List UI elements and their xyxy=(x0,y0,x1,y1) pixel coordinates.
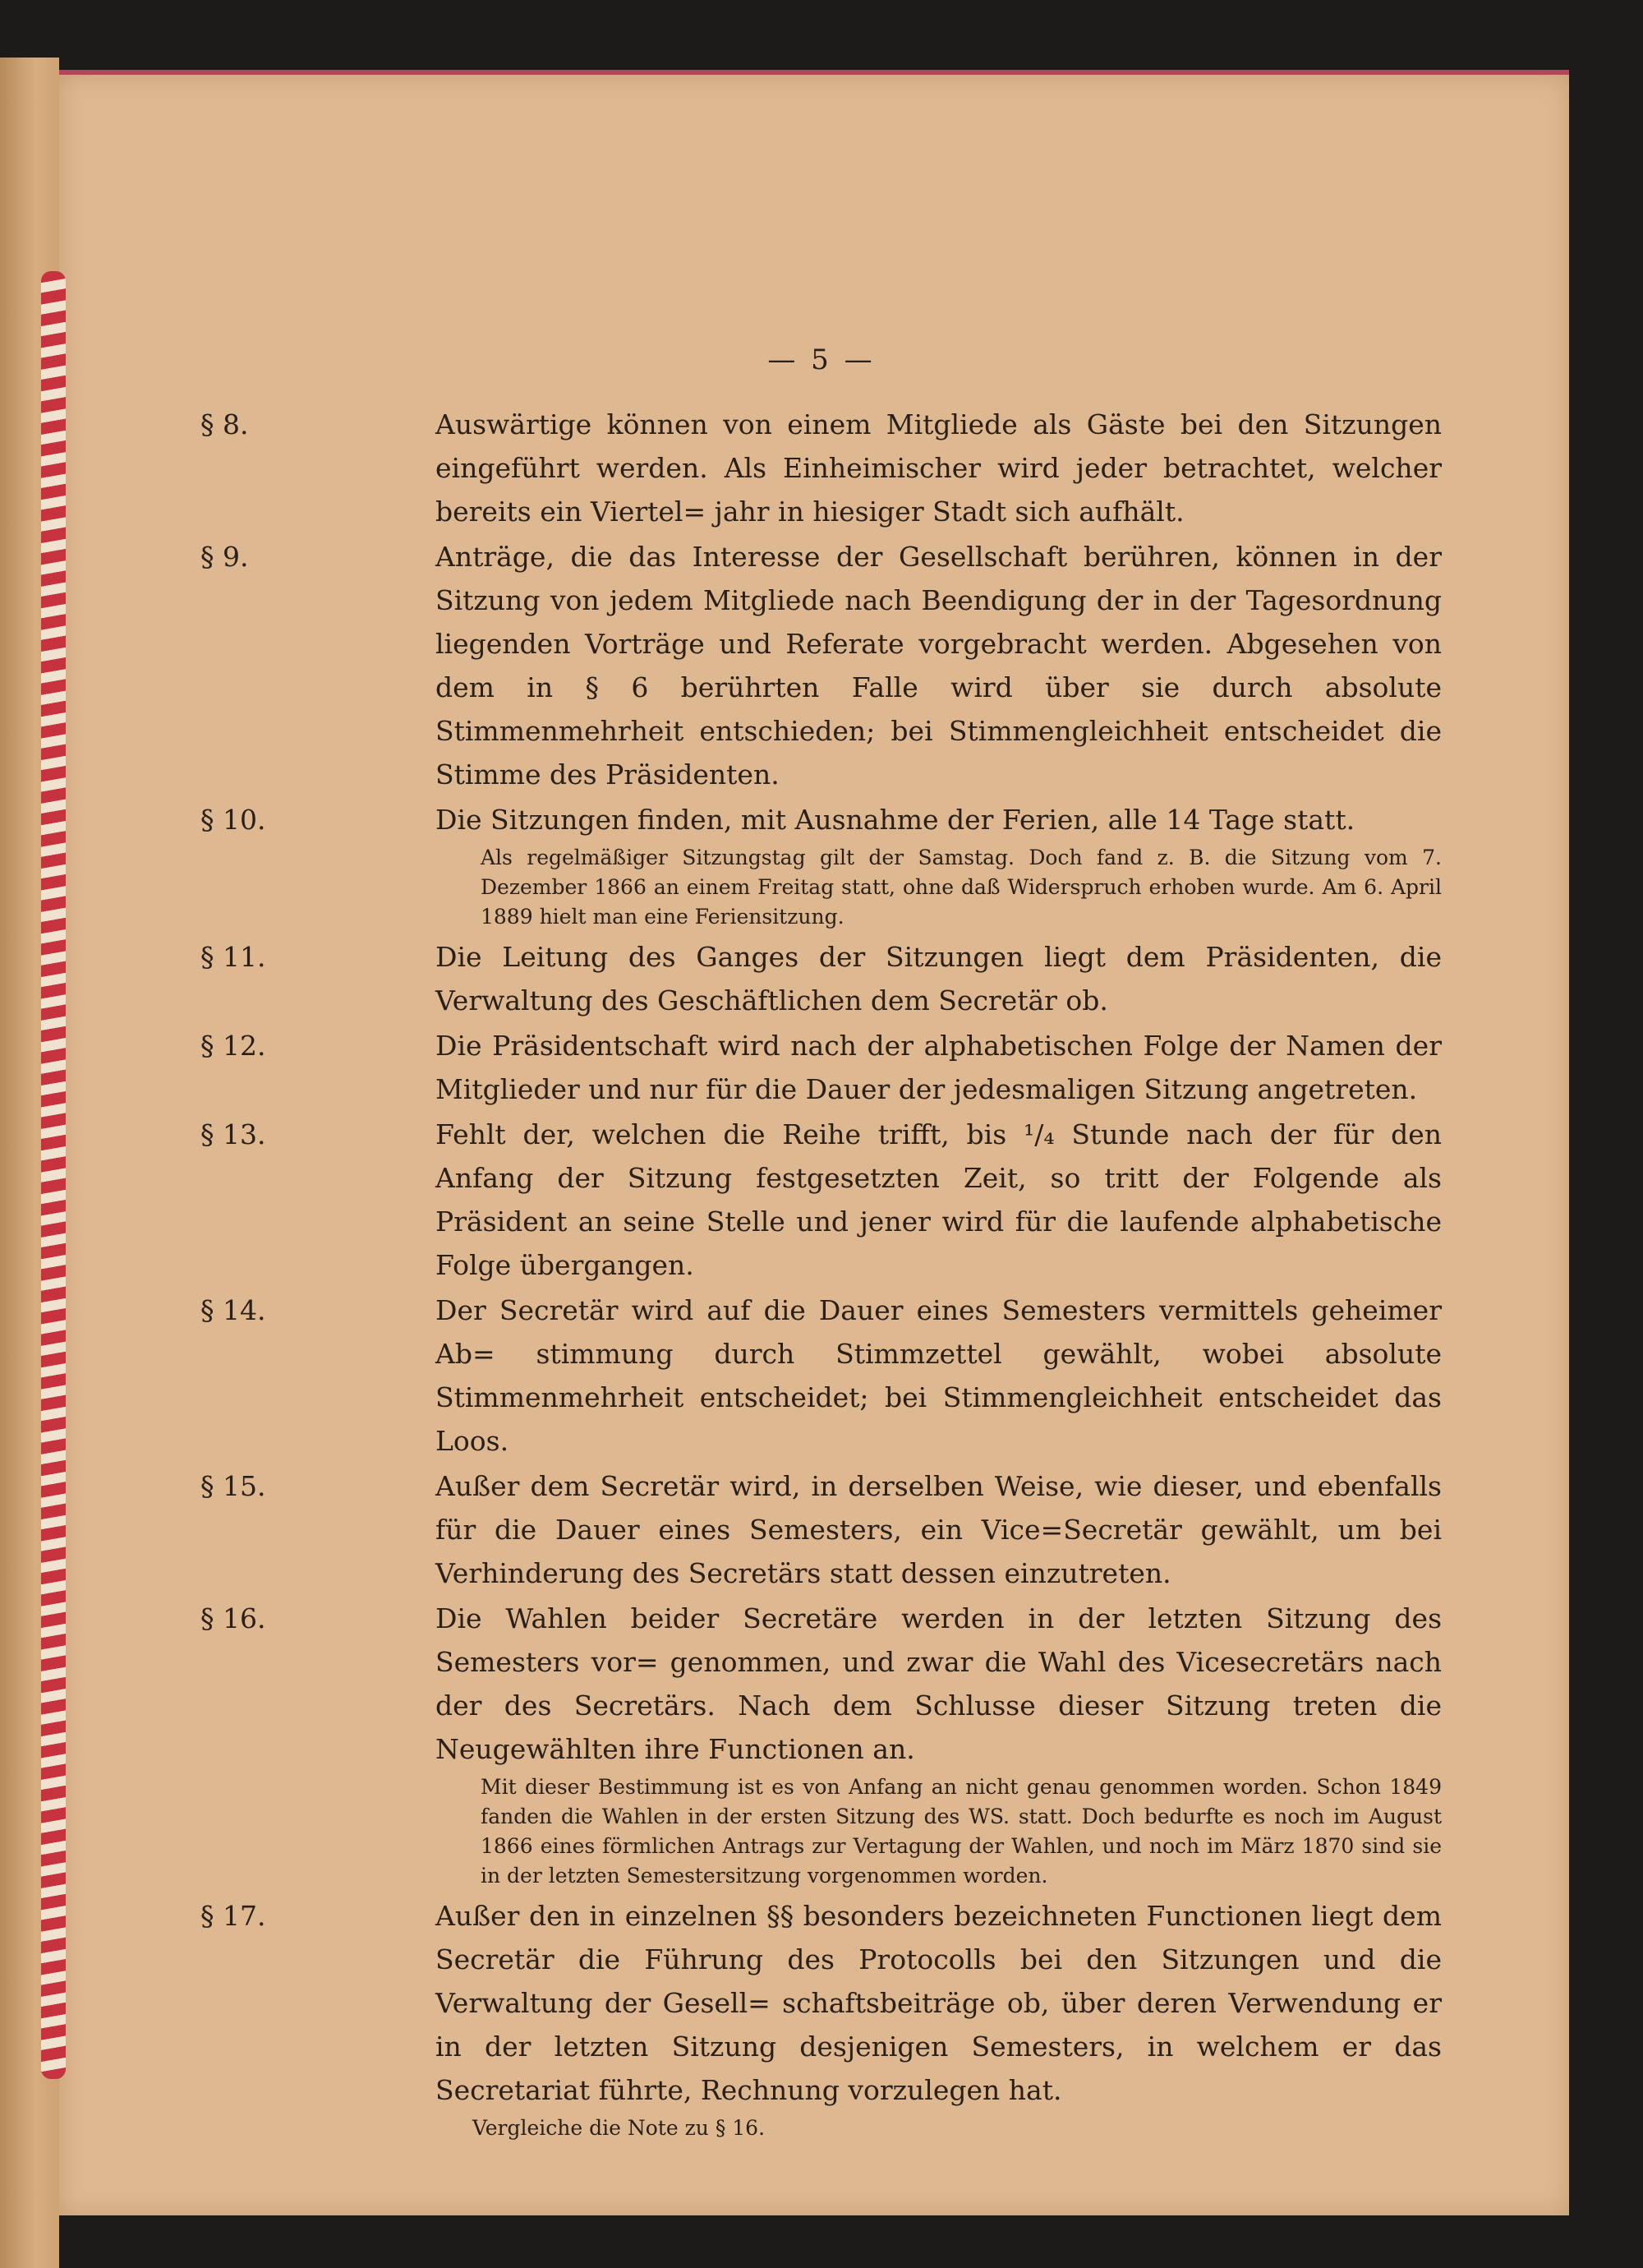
paragraph-17 xyxy=(200,1894,1442,2112)
paragraph-text: Außer den in einzelnen §§ besonders bezeichneten Functionen liegt dem Secretär die Führung des Protocolls bei den Sitzungen und die Verwaltung der Gesell= schaftsbeiträge ob, über deren Verwendung er in der letzten Sitzung desjenigen Semesters, in welchem er das Secretariat führte, Rechnung vorzulegen hat. xyxy=(435,1900,1442,2106)
paragraph-text: Der Secretär wird auf die Dauer eines Semesters vermittels geheimer Ab= stimmung durch Stimmzettel gewählt, wobei absolute Stimmenmehrheit entscheidet; bei Stimmengleichheit entscheidet das Loos. xyxy=(435,1294,1442,1457)
paragraph-number: § 12. xyxy=(200,1030,266,1062)
paragraph-number: § 13. xyxy=(200,1118,266,1150)
paragraph-9 xyxy=(200,535,1442,796)
paragraph-number: § 16. xyxy=(200,1602,266,1634)
paragraph-number: § 9. xyxy=(200,541,249,573)
binding-cord xyxy=(41,271,66,2079)
paragraph-15 xyxy=(200,1464,1442,1595)
paragraph-text: Die Wahlen beider Secretäre werden in der letzten Sitzung des Semesters vor= genommen, und zwar die Wahl des Vicesecretärs nach der des Secretärs. Nach dem Schlusse dieser Sitzung treten die Neugewählten ihre Functionen an. xyxy=(435,1602,1442,1765)
paragraph-10 xyxy=(200,798,1442,841)
paragraph-16 xyxy=(200,1597,1442,1771)
paragraph-13 xyxy=(200,1113,1442,1287)
paragraph-number: § 14. xyxy=(200,1294,266,1326)
paragraph-text: Die Sitzungen finden, mit Ausnahme der Ferien, alle 14 Tage statt. xyxy=(435,804,1355,836)
footnote-paragraph-17: Vergleiche die Note zu § 16. xyxy=(472,2116,766,2140)
paragraph-text: Die Leitung des Ganges der Sitzungen liegt dem Präsidenten, die Verwaltung des Geschäftlichen dem Secretär ob. xyxy=(435,941,1442,1016)
page-number: — 5 — xyxy=(767,343,876,376)
paragraph-number: § 15. xyxy=(200,1470,266,1502)
paragraph-number: § 10. xyxy=(200,804,266,836)
paragraph-text: Außer dem Secretär wird, in derselben Weise, wie dieser, und ebenfalls für die Dauer eines Semesters, ein Vice=Secretär gewählt, um bei Verhinderung des Secretärs statt dessen einzutreten. xyxy=(435,1470,1442,1589)
paragraph-11 xyxy=(200,935,1442,1022)
paragraph-number: § 17. xyxy=(200,1900,266,1932)
paragraph-14 xyxy=(200,1288,1442,1463)
paragraph-text: Auswärtige können von einem Mitgliede als Gäste bei den Sitzungen eingeführt werden. Als Einheimischer wird jeder betrachtet, welcher bereits ein Viertel= jahr in hiesiger Stadt sich aufhält. xyxy=(435,408,1442,528)
paragraph-number: § 8. xyxy=(200,408,249,440)
paragraph-12 xyxy=(200,1024,1442,1111)
statutes-text xyxy=(200,403,1442,2146)
paragraph-text: Fehlt der, welchen die Reihe trifft, bis ¹/₄ Stunde nach der für den Anfang der Sitzung festgesetzten Zeit, so tritt der Folgende als Präsident an seine Stelle und jener wird für die laufende alphabetische Folge übergangen. xyxy=(435,1118,1442,1281)
paragraph-text: Die Präsidentschaft wird nach der alphabetischen Folge der Namen der Mitglieder und nur für die Dauer der jedesmaligen Sitzung angetreten. xyxy=(435,1030,1442,1105)
footnote-paragraph-16: Mit dieser Bestimmung ist es von Anfang an nicht genau genommen worden. Schon 1849 fanden die Wahlen in der ersten Sitzung des WS. statt. Doch bedurfte es noch im August 1866 eines förmlichen Antrags zur Vertagung der Wahlen, und noch im März 1870 sind sie in der letzten Semestersitzung vorgenommen worden. xyxy=(481,1775,1442,1888)
paragraph-8 xyxy=(200,403,1442,533)
paragraph-number: § 11. xyxy=(200,941,266,973)
footnote-paragraph-10: Als regelmäßiger Sitzungstag gilt der Samstag. Doch fand z. B. die Sitzung vom 7. Dezember 1866 an einem Freitag statt, ohne daß Widerspruch erhoben wurde. Am 6. April 1889 hielt man eine Feriensitzung. xyxy=(481,846,1442,929)
paragraph-text: Anträge, die das Interesse der Gesellschaft berühren, können in der Sitzung von jedem Mitgliede nach Beendigung der in der Tagesordnung liegenden Vorträge und Referate vorgebracht werden. Abgesehen von dem in § 6 berührten Falle wird über sie durch absolute Stimmenmehrheit entschieden; bei Stimmengleichheit entscheidet die Stimme des Präsidenten. xyxy=(435,541,1442,791)
